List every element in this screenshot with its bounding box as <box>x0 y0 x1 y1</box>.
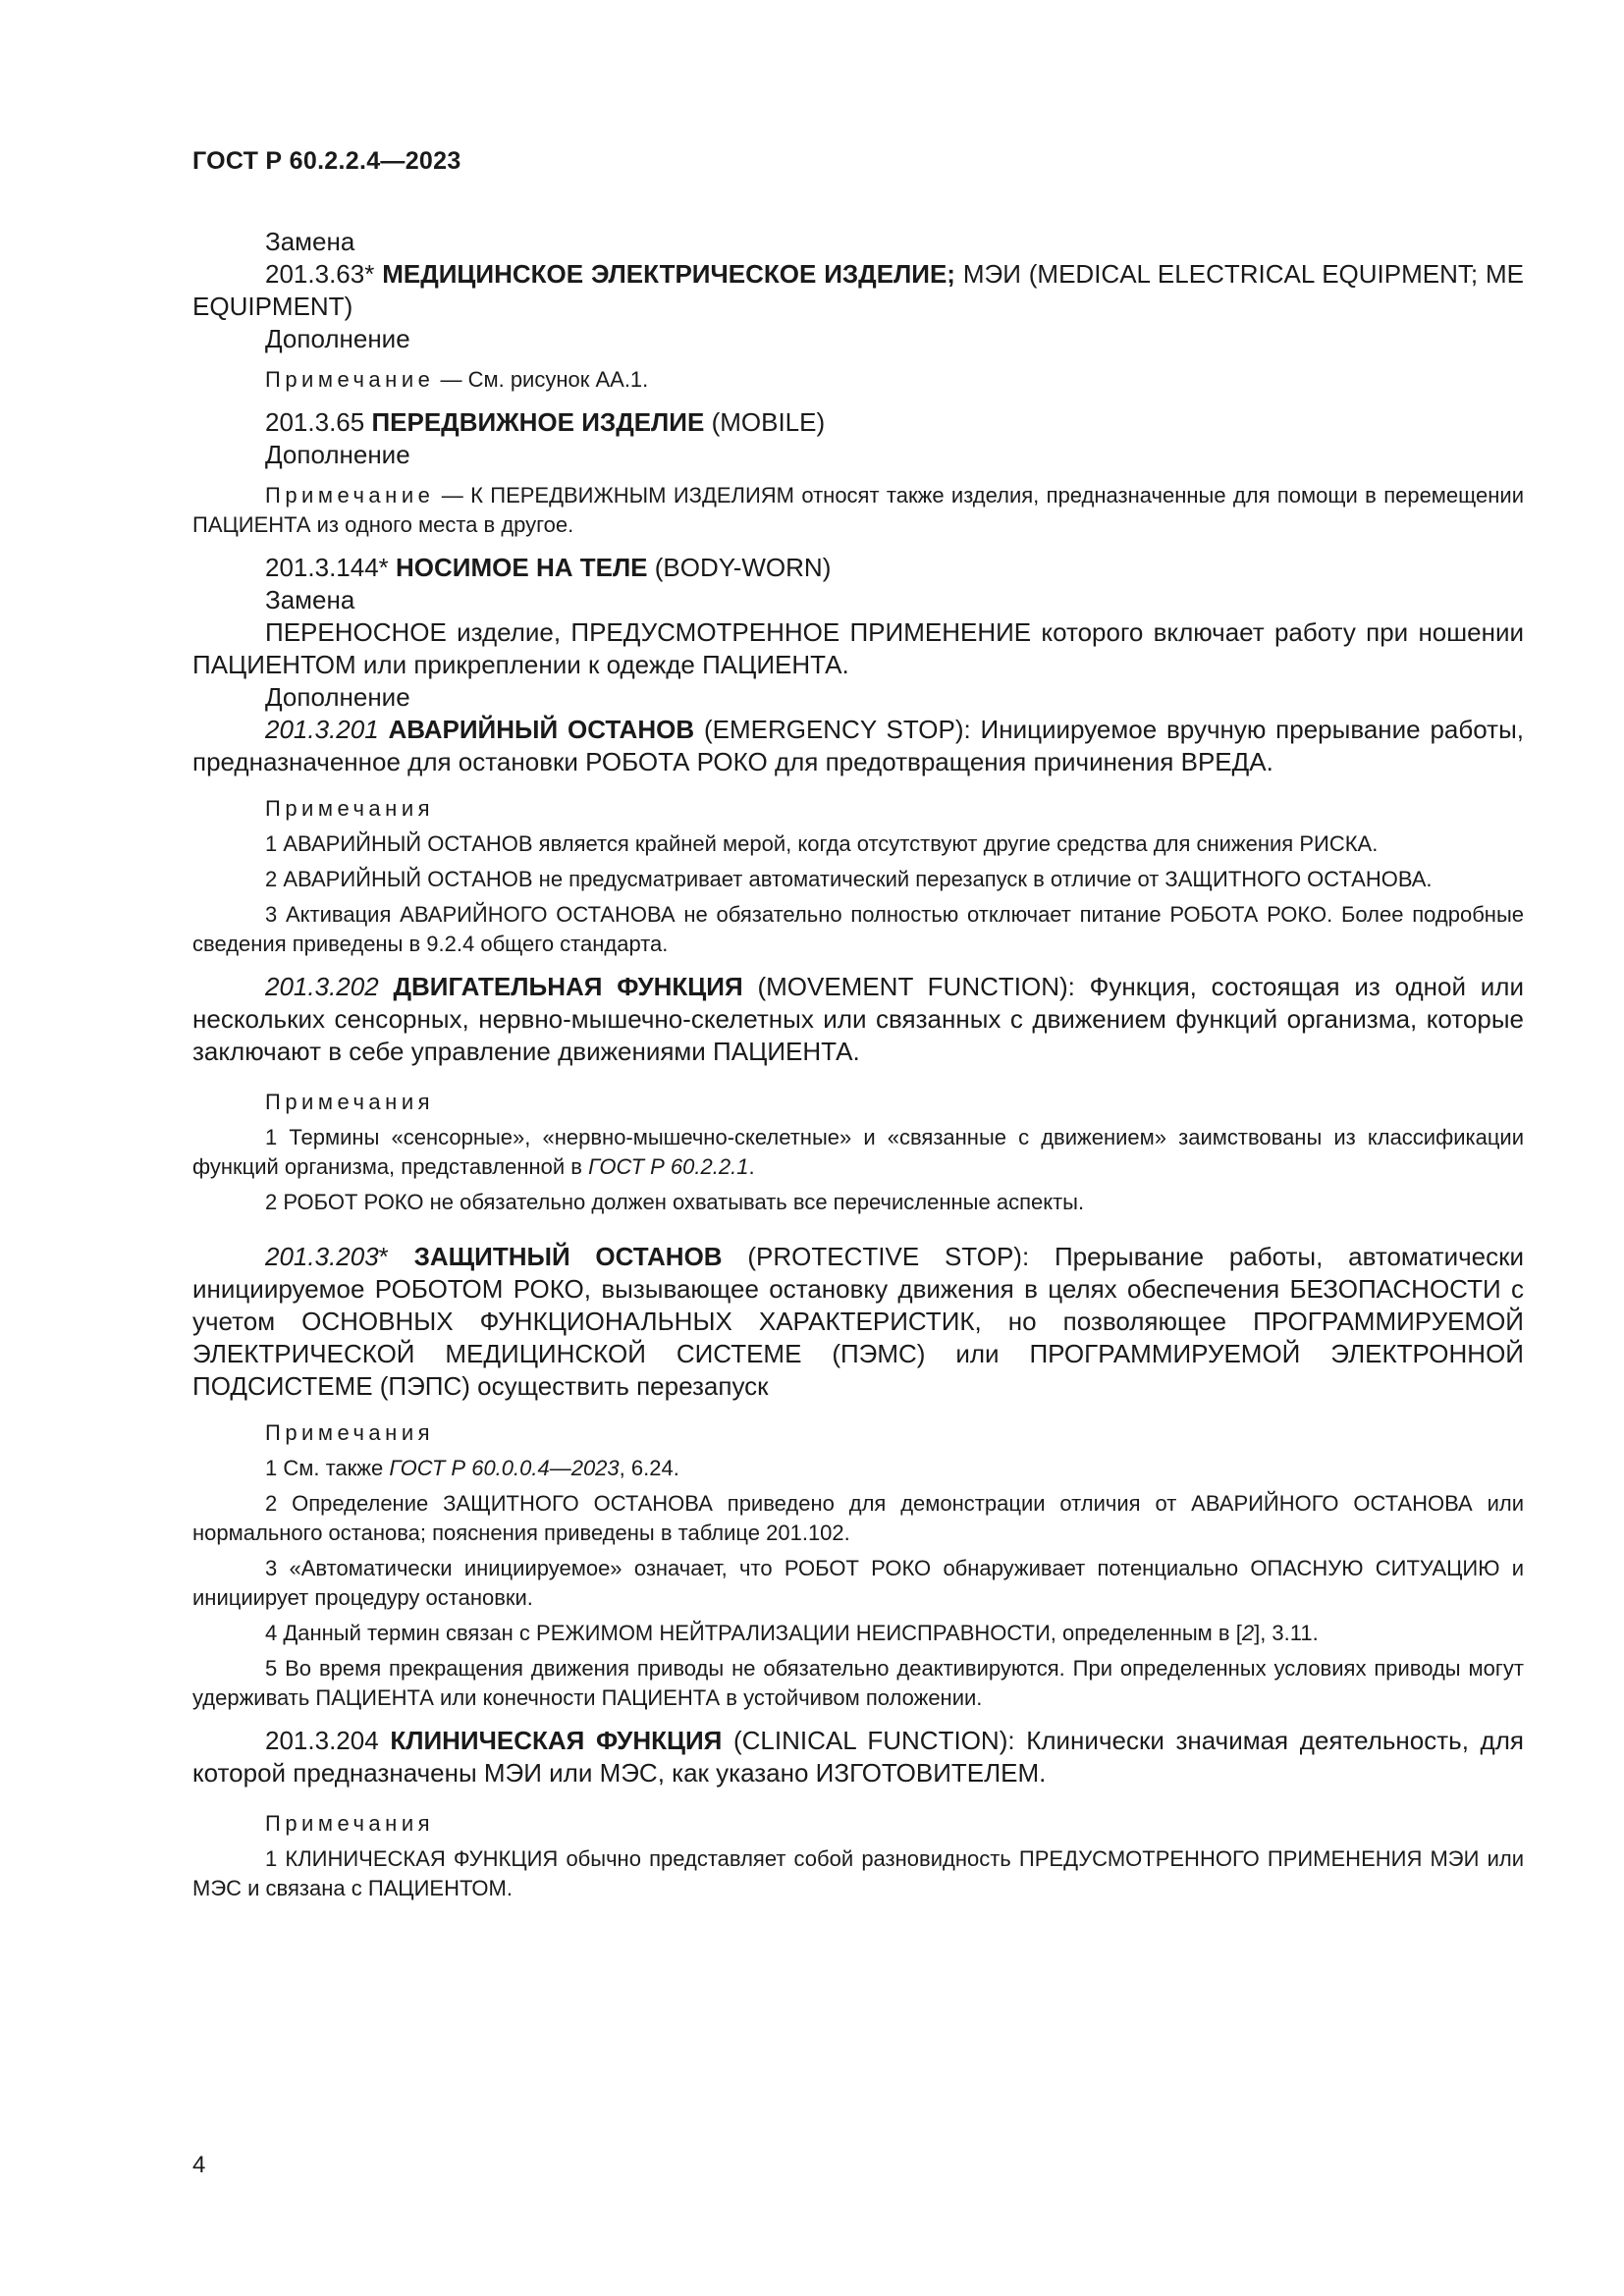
term-number: 201.3.203 <box>265 1242 379 1271</box>
note-text: 1 Термины «сенсорные», «нервно-мышечно-скелетные» и «связанные с движением» заимствованы из классификации функций организма, представленной в <box>192 1125 1524 1179</box>
term-number: 201.3.201 <box>265 715 379 744</box>
document-body <box>192 226 1524 1903</box>
notes-label: Примечания <box>265 1811 435 1836</box>
term-mobile <box>192 406 1524 439</box>
note-item <box>192 1454 1524 1483</box>
term-star: * <box>378 1242 389 1271</box>
term-number: 201.3.202 <box>265 972 379 1001</box>
term-clinical-function <box>192 1725 1524 1789</box>
note-item: 1 КЛИНИЧЕСКАЯ ФУНКЦИЯ обычно представляет собой разновидность ПРЕДУСМОТРЕННОГО ПРИМЕНЕНИЯ МЭИ или МЭС и связана с ПАЦИЕНТОМ. <box>192 1846 1524 1900</box>
term-rest: (CLINICAL FUNCTION): Клинически значимая деятельность, для которой предназначены МЭИ или МЭС, как указано ИЗГОТОВИТЕЛЕМ. <box>192 1726 1524 1788</box>
term-protective-stop <box>192 1241 1524 1403</box>
note <box>192 365 1524 395</box>
note-text: — К ПЕРЕДВИЖНЫМ ИЗДЕЛИЯМ относят также изделия, предназначенные для помощи в перемещении ПАЦИЕНТА из одного места в другое. <box>192 483 1524 537</box>
note-item: 5 Во время прекращения движения приводы не обязательно деактивируются. При определенных условиях приводы могут удерживать ПАЦИЕНТА или конечности ПАЦИЕНТА в устойчивом положении. <box>192 1656 1524 1710</box>
note-text: ], 3.11. <box>1254 1621 1319 1645</box>
note <box>192 481 1524 540</box>
term-name: ДВИГАТЕЛЬНАЯ ФУНКЦИЯ <box>393 972 743 1001</box>
term-number: 201.3.204 <box>265 1726 379 1755</box>
note-label: Примечание <box>265 483 435 507</box>
page-number: 4 <box>192 2152 206 2178</box>
term-number: 201.3.144* <box>265 553 389 582</box>
note-item: 3 Активация АВАРИЙНОГО ОСТАНОВА не обязательно полностью отключает питание РОБОТА РОКО. Более подробные сведения приведены в 9.2.4 общего стандарта. <box>192 902 1524 956</box>
term-rest: (MOBILE) <box>711 407 826 437</box>
note-item: 2 АВАРИЙНЫЙ ОСТАНОВ не предусматривает автоматический перезапуск в отличие от ЗАЩИТНОГО ОСТАНОВА. <box>265 867 1433 891</box>
definition-text: ПЕРЕНОСНОЕ изделие, ПРЕДУСМОТРЕННОЕ ПРИМЕНЕНИЕ которого включает работу при ношении ПАЦИЕНТОМ или прикреплении к одежде ПАЦИЕНТА. <box>192 617 1524 679</box>
term-name: МЕДИЦИНСКОЕ ЭЛЕКТРИЧЕСКОЕ ИЗДЕЛИЕ; <box>382 259 955 289</box>
term-number: 201.3.65 <box>265 407 365 437</box>
term-rest: (BODY-WORN) <box>654 553 832 582</box>
notes-label: Примечания <box>265 1090 435 1114</box>
addition-label: Дополнение <box>265 440 410 469</box>
term-rest: (MOVEMENT FUNCTION): Функция, состоящая из одной или нескольких сенсорных, нервно-мышечно-скелетных или связанных с движением функций организма, которые заключают в себе управление движениями ПАЦИЕНТА. <box>192 972 1524 1066</box>
note-item: 3 «Автоматически инициируемое» означает, что РОБОТ РОКО обнаруживает потенциально ОПАСНУЮ СИТУАЦИЮ и инициирует процедуру остановки. <box>192 1556 1524 1610</box>
note-item <box>192 1619 1524 1648</box>
note-text: — См. рисунок АА.1. <box>440 367 649 392</box>
term-movement-function <box>192 971 1524 1068</box>
term-name: КЛИНИЧЕСКАЯ ФУНКЦИЯ <box>390 1726 723 1755</box>
addition-label: Дополнение <box>265 324 410 353</box>
notes-label: Примечания <box>265 796 435 821</box>
note-text: 4 Данный термин связан с РЕЖИМОМ НЕЙТРАЛИЗАЦИИ НЕИСПРАВНОСТИ, определенным в [ <box>265 1621 1242 1645</box>
term-name: НОСИМОЕ НА ТЕЛЕ <box>396 553 648 582</box>
replace-label: Замена <box>265 227 355 256</box>
standard-reference: ГОСТ Р 60.2.2.1 <box>588 1154 749 1179</box>
term-rest: МЭИ (MEDICAL ELECTRICAL EQUIPMENT; ME EQUIPMENT) <box>192 259 1524 321</box>
term-name: ПЕРЕДВИЖНОЕ ИЗДЕЛИЕ <box>371 407 705 437</box>
term-name: ЗАЩИТНЫЙ ОСТАНОВ <box>413 1242 723 1271</box>
standard-reference: ГОСТ Р 60.0.0.4—2023 <box>389 1456 620 1480</box>
addition-label: Дополнение <box>265 682 410 712</box>
bibliography-reference: 2 <box>1241 1621 1255 1645</box>
term-name: АВАРИЙНЫЙ ОСТАНОВ <box>388 715 695 744</box>
note-text: 1 См. также <box>265 1456 384 1480</box>
term-medical-electrical-equipment <box>192 258 1524 323</box>
document-code-header: ГОСТ Р 60.2.2.4—2023 <box>192 147 461 175</box>
note-item: 2 РОБОТ РОКО не обязательно должен охватывать все перечисленные аспекты. <box>265 1190 1085 1214</box>
note-text: . <box>748 1154 755 1179</box>
term-rest: (PROTECTIVE STOP): Прерывание работы, автоматически инициируемое РОБОТОМ РОКО, вызывающее остановку движения в целях обеспечения БЕЗОПАСНОСТИ с учетом ОСНОВНЫХ ФУНКЦИОНАЛЬНЫХ ХАРАКТЕРИСТИК, но позволяющее ПРОГРАММИРУЕМОЙ ЭЛЕКТРИЧЕСКОЙ МЕДИЦИНСКОЙ СИСТЕМЕ (ПЭМС) или ПРОГРАММИРУЕМОЙ ЭЛЕКТРОННОЙ ПОДСИСТЕМЕ (ПЭПС) осуществить перезапуск <box>192 1242 1525 1401</box>
notes-label: Примечания <box>265 1420 435 1445</box>
note-label: Примечание <box>265 367 435 392</box>
replace-label: Замена <box>265 585 355 614</box>
term-emergency-stop <box>192 714 1524 778</box>
note-item: 2 Определение ЗАЩИТНОГО ОСТАНОВА приведено для демонстрации отличия от АВАРИЙНОГО ОСТАНОВА или нормального останова; пояснения приведены в таблице 201.102. <box>192 1491 1524 1545</box>
term-body-worn <box>192 552 1524 584</box>
note-item: 1 АВАРИЙНЫЙ ОСТАНОВ является крайней мерой, когда отсутствуют другие средства для снижения РИСКА. <box>265 831 1379 856</box>
term-rest: (EMERGENCY STOP): Инициируемое вручную прерывание работы, предназначенное для остановки РОБОТА РОКО для предотвращения причинения ВРЕДА. <box>192 715 1524 776</box>
note-text: , 6.24. <box>619 1456 679 1480</box>
term-number: 201.3.63* <box>265 259 375 289</box>
note-item <box>192 1123 1524 1182</box>
